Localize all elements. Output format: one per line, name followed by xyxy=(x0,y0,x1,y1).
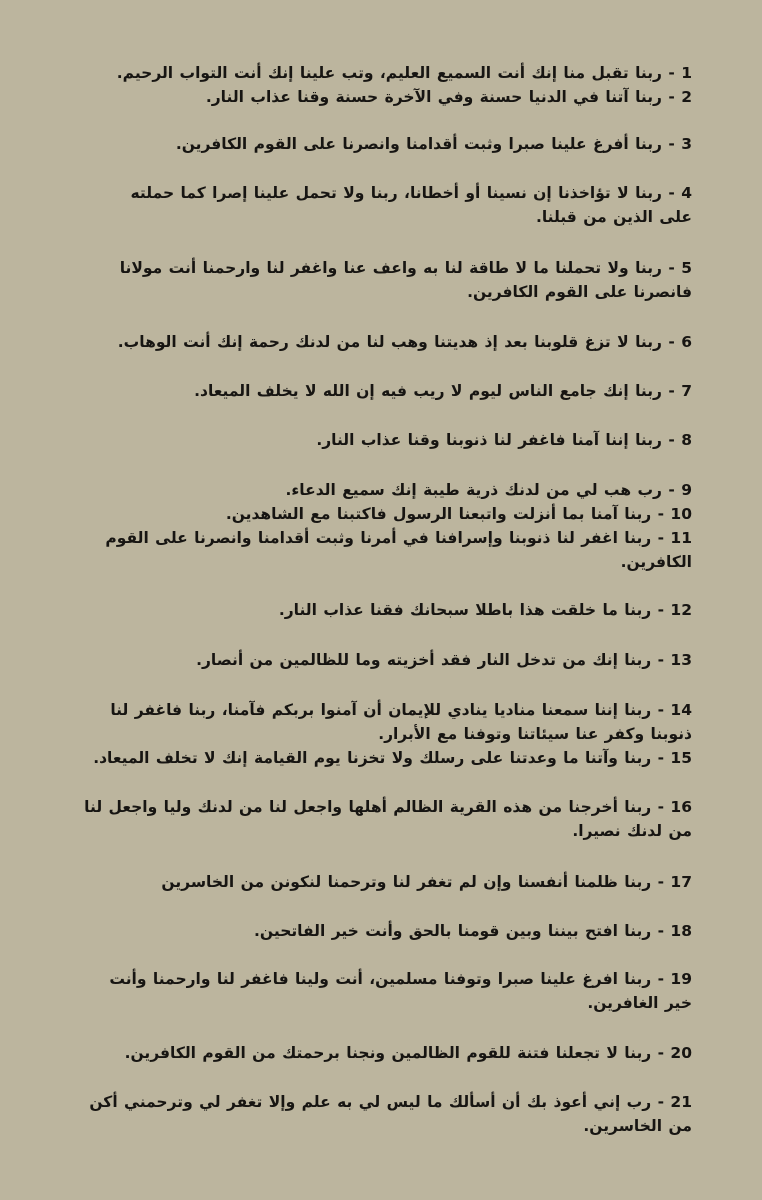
dua-item xyxy=(66,478,692,502)
dua-line: 7 - ربنا إنك جامع الناس ليوم لا ريب فيه إن الله لا يخلف الميعاد. xyxy=(194,382,692,400)
dua-line: 3 - ربنا أفرغ علينا صبرا وثبت أقدامنا وانصرنا على القوم الكافرين. xyxy=(175,135,692,153)
dua-line: 15 - ربنا وآتنا ما وعدتنا على رسلك ولا تخزنا يوم القيامة إنك لا تخلف الميعاد. xyxy=(93,749,692,767)
dua-item xyxy=(66,967,692,1015)
dua-line: على الذين من قبلنا. xyxy=(535,208,692,226)
dua-line: فانصرنا على القوم الكافرين. xyxy=(467,283,692,301)
dua-item xyxy=(66,85,692,109)
dua-item xyxy=(66,330,692,354)
dua-line: 14 - ربنا إننا سمعنا مناديا ينادي للإيمان أن آمنوا بربكم فآمنا، ربنا فاغفر لنا xyxy=(110,701,692,719)
dua-line: ذنوبنا وكفر عنا سيئاتنا وتوفنا مع الأبرار. xyxy=(378,725,692,743)
dua-line: 9 - رب هب لي من لدنك ذرية طيبة إنك سميع الدعاء. xyxy=(285,481,692,499)
dua-item xyxy=(66,428,692,452)
dua-item xyxy=(66,132,692,156)
dua-item xyxy=(66,61,692,85)
dua-line: 8 - ربنا إننا آمنا فاغفر لنا ذنوبنا وقنا عذاب النار. xyxy=(316,431,692,449)
dua-item xyxy=(66,648,692,672)
dua-line: 17 - ربنا ظلمنا أنفسنا وإن لم تغفر لنا وترحمنا لنكونن من الخاسرين xyxy=(161,873,692,891)
dua-line: 20 - ربنا لا تجعلنا فتنة للقوم الظالمين ونجنا برحمتك من القوم الكافرين. xyxy=(124,1044,692,1062)
dua-item xyxy=(66,256,692,304)
dua-line: خير الغافرين. xyxy=(587,994,692,1012)
dua-item xyxy=(66,1090,692,1138)
dua-item xyxy=(66,181,692,229)
dua-item xyxy=(66,795,692,843)
dua-line: 5 - ربنا ولا تحملنا ما لا طاقة لنا به واعف عنا واغفر لنا وارحمنا أنت مولانا xyxy=(119,259,692,277)
dua-line: الكافرين. xyxy=(620,553,692,571)
dua-item xyxy=(66,1041,692,1065)
dua-item xyxy=(66,919,692,943)
dua-line: 19 - ربنا افرغ علينا صبرا وتوفنا مسلمين، أنت ولينا فاغفر لنا وارحمنا وأنت xyxy=(109,970,692,988)
dua-line: 2 - ربنا آتنا في الدنيا حسنة وفي الآخرة حسنة وقنا عذاب النار. xyxy=(205,88,692,106)
dua-line: 10 - ربنا آمنا بما أنزلت واتبعنا الرسول فاكتبنا مع الشاهدين. xyxy=(225,505,692,523)
dua-item xyxy=(66,526,692,574)
dua-line: 13 - ربنا إنك من تدخل النار فقد أخزيته وما للظالمين من أنصار. xyxy=(196,651,692,669)
dua-line: 18 - ربنا افتح بيننا وبين قومنا بالحق وأنت خير الفاتحين. xyxy=(254,922,692,940)
dua-line: 4 - ربنا لا تؤاخذنا إن نسينا أو أخطانا، ربنا ولا تحمل علينا إصرا كما حملته xyxy=(130,184,692,202)
dua-line: 16 - ربنا أخرجنا من هذه القرية الظالم أهلها واجعل لنا من لدنك وليا واجعل لنا xyxy=(84,798,692,816)
dua-item xyxy=(66,379,692,403)
dua-line: 6 - ربنا لا تزغ قلوبنا بعد إذ هديتنا وهب لنا من لدنك رحمة إنك أنت الوهاب. xyxy=(117,333,692,351)
dua-line: 1 - ربنا تقبل منا إنك أنت السميع العليم، وتب علينا إنك أنت التواب الرحيم. xyxy=(116,64,692,82)
dua-item xyxy=(66,870,692,894)
dua-item xyxy=(66,746,692,770)
dua-item xyxy=(66,698,692,746)
dua-line: من لدنك نصيرا. xyxy=(572,822,692,840)
dua-line: من الخاسرين. xyxy=(583,1117,692,1135)
dua-line: 21 - رب إني أعوذ بك أن أسألك ما ليس لي به علم وإلا تغفر لي وترحمني أكن xyxy=(89,1093,692,1111)
dua-line: 11 - ربنا اغفر لنا ذنوبنا وإسرافنا في أمرنا وثبت أقدامنا وانصرنا على القوم xyxy=(105,529,692,547)
dua-item xyxy=(66,598,692,622)
dua-item xyxy=(66,502,692,526)
dua-line: 12 - ربنا ما خلقت هذا باطلا سبحانك فقنا عذاب النار. xyxy=(278,601,692,619)
